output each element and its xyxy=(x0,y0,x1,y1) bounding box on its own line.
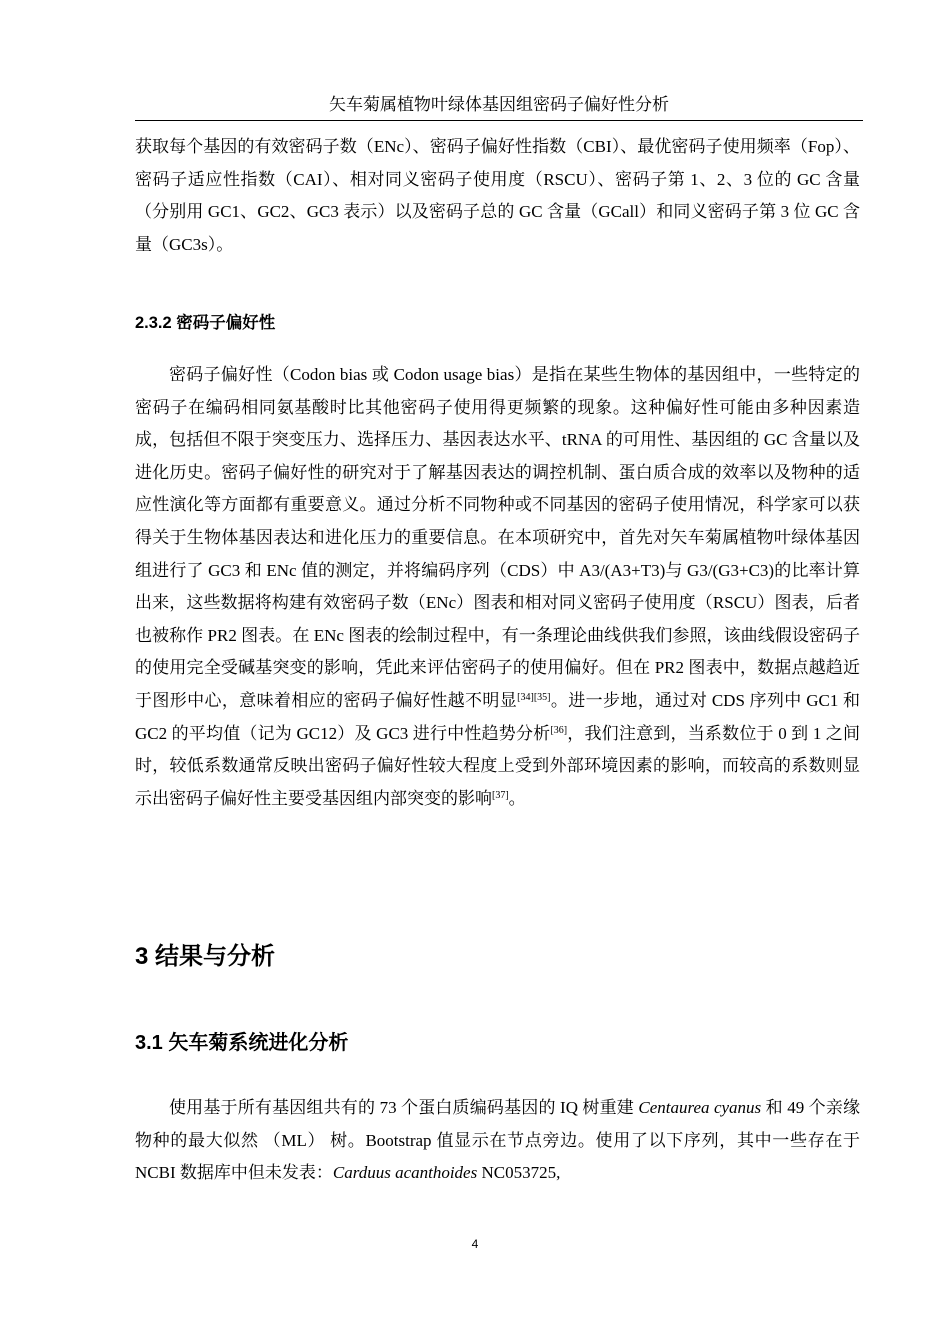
paragraph-text: ，我们注意到，当系数位于 0 到 1 之间时，较低系数通常反映出密码子偏好性较大程度上受到外部环境因素的影响，而较高的系数则显示出密码子偏好性主要受基因组内部突变的影响 xyxy=(135,723,860,808)
species-name: Carduus acanthoides xyxy=(332,1163,478,1183)
paragraph-text: 和 49 个亲缘物种的最大似然 （ML） 树。Bootstrap 值显示在节点旁边。使用了以下序列，其中一些存在于 NCBI 数据库中但未发表： xyxy=(135,1098,860,1183)
section-heading-2-3-2: 2.3.2 密码子偏好性 xyxy=(135,314,276,332)
phylogeny-paragraph xyxy=(135,1092,860,1190)
codon-bias-paragraph xyxy=(135,359,860,815)
citation: [36] xyxy=(550,724,568,736)
page-number: 4 xyxy=(471,1237,479,1251)
section-heading-3: 3 结果与分析 xyxy=(135,943,276,970)
running-header: 矢车菊属植物叶绿体基因组密码子偏好性分析 xyxy=(135,90,863,121)
paragraph-text: 。进一步地，通过对 CDS 序列中 GC1 和 GC2 的平均值（记为 GC12）及 GC3 进行中性趋势分析 xyxy=(135,690,860,743)
section-heading-3-1: 3.1 矢车菊系统进化分析 xyxy=(135,1032,349,1054)
paragraph-text: 使用基于所有基因组共有的 73 个蛋白质编码基因的 IQ 树重建 xyxy=(169,1098,639,1117)
paragraph-text: 密码子偏好性（Codon bias 或 Codon usage bias）是指在某些生物体的基因组中，一些特定的密码子在编码相同氨基酸时比其他密码子使用得更频繁的现象。这种偏好性可能由多种因素造成，包括但不限于突变压力、选择压力、基因表达水平、tRNA 的可用性、基因组的 GC 含量以及进化历史。密码子偏好性的研究对于了解基因表达的调控机制、蛋白质合成的效率以及物种的适应性演化等方面都有重要意义。通过分析不同物种或不同基因的密码子使用情况，科学家可以获得关于生物体基因表达和进化压力的重要信息。在本项研究中，首先对矢车菊属植物叶绿体基因组进行了 GC3 和 ENc 值的测定，并将编码序列（CDS）中 A3/(A3+T3)与 G3/(G3+C3)的比率计算出来，这些数据将构建有效密码子数（ENc）图表和相对同义密码子使用度（RSCU）图表，后者也被称作 PR2 图表。在 ENc 图表的绘制过程中，有一条理论曲线供我们参照，该曲线假设密码子的使用完全受碱基突变的影响，凭此来评估密码子的使用偏好。但在 PR2 图表中，数据点越趋近于图形中心，意味着相应的密码子偏好性越不明显 xyxy=(135,365,860,710)
citation: [37] xyxy=(492,789,509,801)
paragraph-text: NC053725, xyxy=(477,1163,561,1183)
species-name: Centaurea cyanus xyxy=(638,1098,762,1117)
intro-paragraph: 获取每个基因的有效密码子数（ENc）、密码子偏好性指数（CBI）、最优密码子使用频率（Fop）、密码子适应性指数（CAI）、相对同义密码子使用度（RSCU）、密码子第 1、2、3 位的 GC 含量（分别用 GC1、GC2、GC3 表示）以及密码子总的 GC 含量（GCall）和同义密码子第 3 位 GC 含量（GC3s）。 xyxy=(135,137,860,254)
paragraph-text: 。 xyxy=(508,788,526,808)
citation: [34][35] xyxy=(517,691,551,703)
